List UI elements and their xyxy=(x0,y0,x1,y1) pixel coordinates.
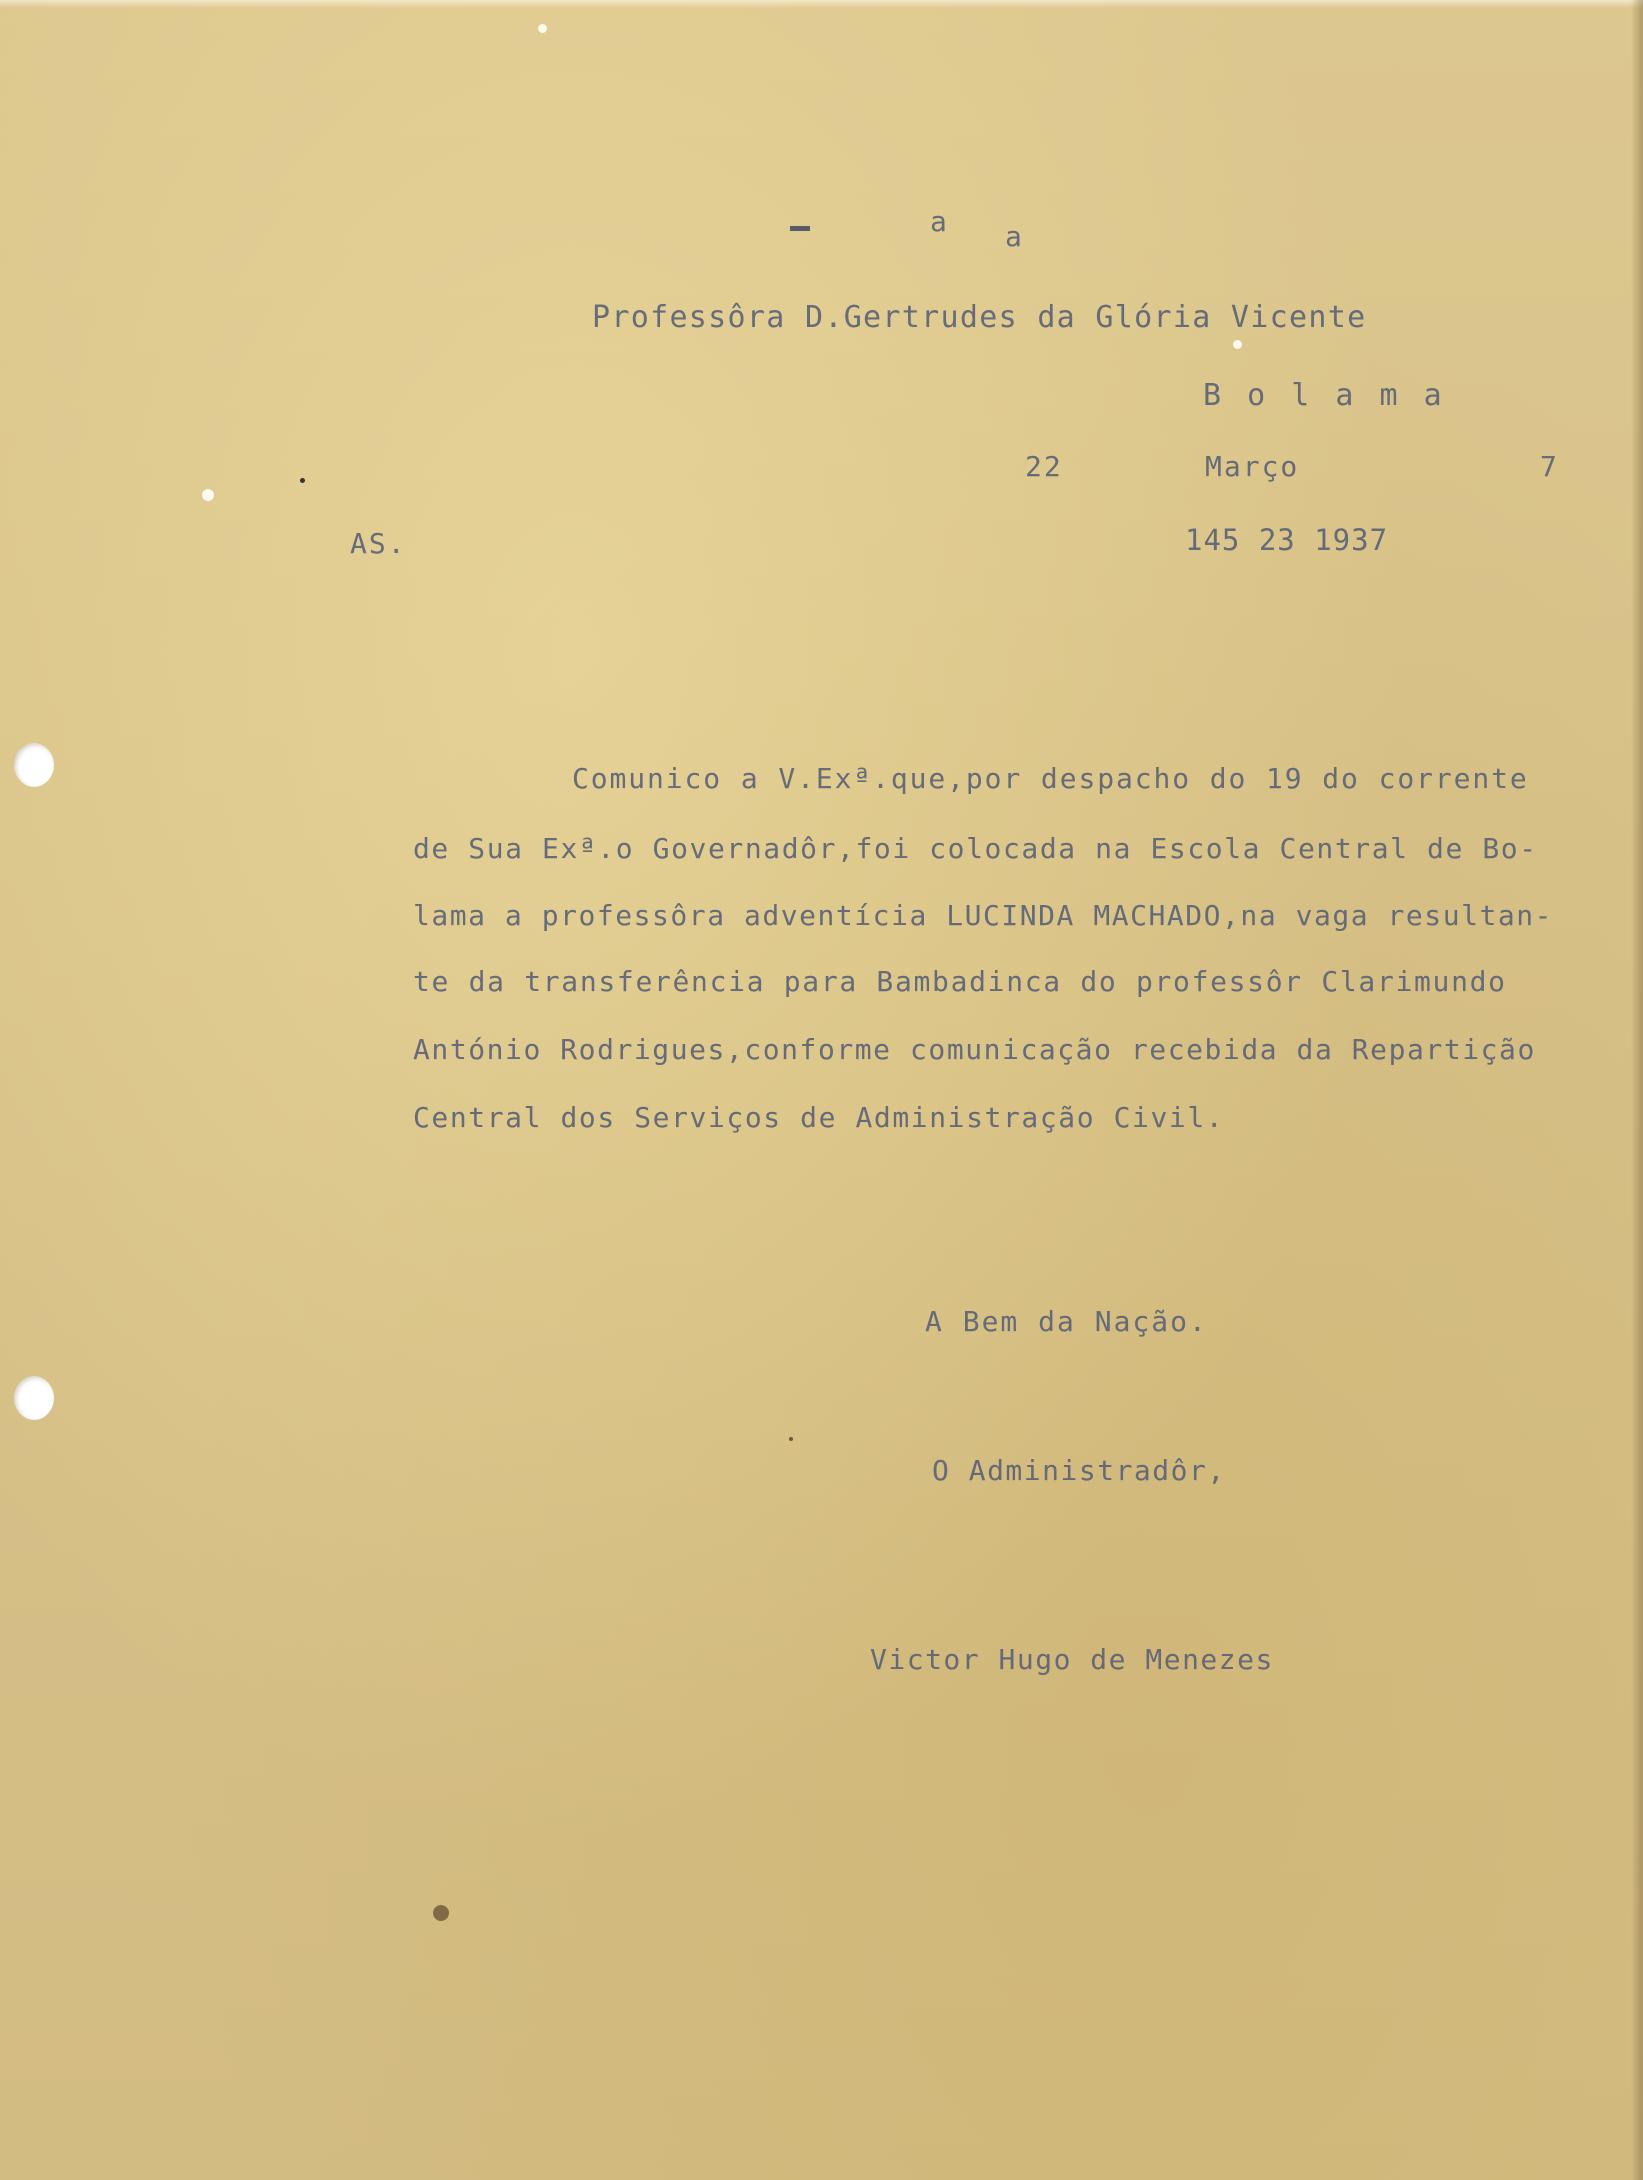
paper-speck xyxy=(433,1905,449,1921)
reference-number: 145 23 1937 xyxy=(1185,523,1389,557)
body-line: Central dos Serviços de Administração Civil. xyxy=(413,1101,1225,1134)
signature-typed: Victor Hugo de Menezes xyxy=(870,1643,1274,1676)
mark-dash xyxy=(790,226,810,231)
header-mark-a: a xyxy=(930,205,949,238)
paper-edge-right xyxy=(1631,0,1643,2180)
paper-speck xyxy=(202,489,214,501)
body-line: Comunico a V.Exª.que,por despacho do 19 do corrente xyxy=(572,762,1529,795)
paper-speck xyxy=(538,24,547,33)
reference-initials: AS. xyxy=(350,527,407,560)
recipient-city: B o l a m a xyxy=(1203,378,1446,413)
date-month: Março xyxy=(1205,450,1300,483)
punch-hole-lower xyxy=(14,1376,54,1420)
header-mark-a: a xyxy=(1005,220,1024,253)
body-line: lama a professôra adventícia LUCINDA MACHADO,na vaga resultan- xyxy=(413,899,1554,932)
date-day: 22 xyxy=(1025,450,1063,483)
paper-speck xyxy=(300,478,305,483)
closing-salutation: A Bem da Nação. xyxy=(925,1305,1208,1338)
body-line: te da transferência para Bambadinca do professôr Clarimundo xyxy=(413,965,1507,998)
recipient-name: Professôra D.Gertrudes da Glória Vicente xyxy=(592,300,1367,335)
punch-hole-upper xyxy=(14,743,54,787)
paper-speck xyxy=(1233,340,1242,349)
body-line: António Rodrigues,conforme comunicação recebida da Repartição xyxy=(413,1033,1536,1066)
date-year-digit: 7 xyxy=(1540,450,1559,483)
closing-title: O Administradôr, xyxy=(932,1454,1226,1487)
paper-edge-top xyxy=(0,0,1643,8)
paper-speck xyxy=(789,1437,793,1441)
body-line: de Sua Exª.o Governadôr,foi colocada na Escola Central de Bo- xyxy=(413,832,1538,865)
